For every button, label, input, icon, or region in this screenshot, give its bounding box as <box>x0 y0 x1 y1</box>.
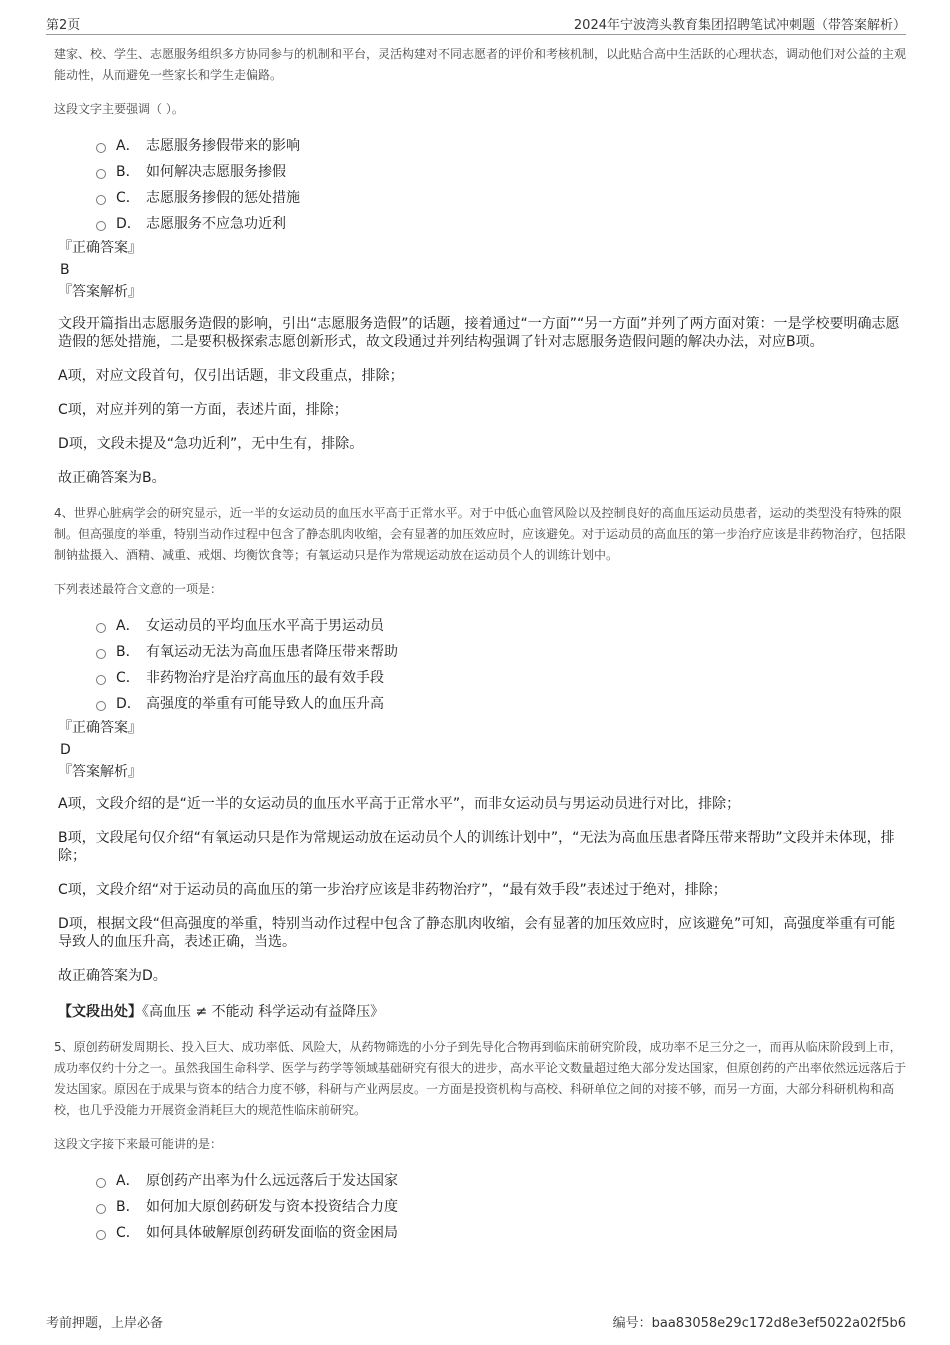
q4-source <box>58 1001 906 1021</box>
q4-analysis-2: B项，文段尾句仅介绍“有氧运动只是作为常规运动放在运动员个人的训练计划中”，“无法为高血压患者降压带来帮助”文段并未体现，排除； <box>58 830 895 864</box>
q5-option-a[interactable]: A． 原创药产出率为什么远远落后于发达国家 <box>96 1168 906 1194</box>
q3-analysis-1: 文段开篇指出志愿服务造假的影响，引出“志愿服务造假”的话题，接着通过“一方面”“另一方面”并列了两方面对策：一是学校要明确志愿造假的惩处措施，二是要积极探索志愿创新形式，故文段通过并列结构强调了针对志愿服务造假问题的解决办法，对应B项。 <box>58 316 900 350</box>
q4-source-label: 【文段出处】 <box>58 1004 142 1020</box>
q3-passage-tail: 建家、校、学生、志愿服务组织多方协同参与的机制和平台，灵活构建对不同志愿者的评价和考核机制，以此贴合高中生活跃的心理状态，调动他们对公益的主观能动性，从而避免一些家长和学生走偏路。 <box>54 47 907 82</box>
q3-prompt: 这段文字主要强调（ ）。 <box>54 102 184 116</box>
q4-analysis-1: A项，文段介绍的是“近一半的女运动员的血压水平高于正常水平”，而非女运动员与男运动员进行对比，排除； <box>58 796 741 812</box>
radio-icon[interactable] <box>96 649 106 659</box>
q4-source-text: 《高血压 ≠ 不能动 科学运动有益降压》 <box>142 1004 385 1020</box>
q4-option-b[interactable]: B． 有氧运动无法为高血压患者降压带来帮助 <box>96 639 906 665</box>
footer-slogan: 考前押题，上岸必备 <box>46 1316 164 1331</box>
q5-option-b[interactable]: B． 如何加大原创药研发与资本投资结合力度 <box>96 1194 906 1220</box>
q3-analysis-2: A项，对应文段首句，仅引出话题，非文段重点，排除； <box>58 368 404 384</box>
q5-passage: 5、原创药研发周期长、投入巨大、成功率低、风险大，从药物筛选的小分子到先导化合物再到临床前研究阶段，成功率不足三分之一，而再从临床阶段到上市，成功率仅约十分之一。虽然我国生命科学、医学与药学等领域基础研究有很大的进步，高水平论文数量超过绝大部分发达国家，但原创药的产出率依然远远落后于发达国家。原因在于成果与资本的结合力度不够，科研与产业两层皮。一方面是投资机构与高校、科研单位之间的对接不够，而另一方面，大部分科研机构和高校，也几乎没能力开展资金消耗巨大的规范性临床前研究。 <box>54 1040 907 1117</box>
document-title: 2024年宁波湾头教育集团招聘笔试冲刺题（带答案解析） <box>573 18 906 33</box>
q4-answer: D <box>60 742 71 758</box>
q3-analysis-5: 故正确答案为B。 <box>58 470 166 486</box>
q3-option-d[interactable]: D． 志愿服务不应急功近利 <box>96 211 906 237</box>
q4-analysis-5: 故正确答案为D。 <box>58 968 167 984</box>
radio-icon[interactable] <box>96 1178 106 1188</box>
q4-options <box>96 613 906 717</box>
radio-icon[interactable] <box>96 675 106 685</box>
radio-icon[interactable] <box>96 169 106 179</box>
q4-option-a[interactable]: A． 女运动员的平均血压水平高于男运动员 <box>96 613 906 639</box>
q4-passage: 4、世界心脏病学会的研究显示，近一半的女运动员的血压水平高于正常水平。对于中低心血管风险以及控制良好的高血压运动员患者，运动的类型没有特殊的限制。但高强度的举重，特别当动作过程中包含了静态肌肉收缩，会有显著的加压效应时，应该避免。对于运动员的高血压的第一步治疗应该是非药物治疗，包括限制钠盐摄入、酒精、减重、戒烟、均衡饮食等；有氧运动只是作为常规运动放在运动员个人的训练计划中。 <box>54 506 907 562</box>
radio-icon[interactable] <box>96 623 106 633</box>
radio-icon[interactable] <box>96 195 106 205</box>
q3-answer: B <box>60 262 70 278</box>
q5-prompt: 这段文字接下来最可能讲的是： <box>54 1137 223 1151</box>
radio-icon[interactable] <box>96 701 106 711</box>
q3-analysis-3: C项，对应并列的第一方面，表述片面，排除； <box>58 402 348 418</box>
q3-option-c[interactable]: C． 志愿服务掺假的惩处措施 <box>96 185 906 211</box>
radio-icon[interactable] <box>96 1230 106 1240</box>
q5-options <box>96 1168 906 1246</box>
page-header <box>46 12 906 35</box>
page-footer <box>46 1312 906 1332</box>
q5-option-c[interactable]: C． 如何具体破解原创药研发面临的资金困局 <box>96 1220 906 1246</box>
radio-icon[interactable] <box>96 1204 106 1214</box>
page-number: 第2页 <box>46 18 81 33</box>
q3-analysis-label: 『答案解析』 <box>58 284 142 300</box>
q4-prompt: 下列表述最符合文意的一项是： <box>54 582 223 596</box>
q4-analysis-label: 『答案解析』 <box>58 764 142 780</box>
page-content <box>54 44 906 1246</box>
q3-analysis-4: D项，文段未提及“急功近利”，无中生有，排除。 <box>58 436 364 452</box>
q4-analysis-4: D项，根据文段“但高强度的举重，特别当动作过程中包含了静态肌肉收缩，会有显著的加压效应时，应该避免”可知，高强度举重有可能导致人的血压升高，表述正确，当选。 <box>58 916 896 950</box>
q3-option-a[interactable]: A． 志愿服务掺假带来的影响 <box>96 133 906 159</box>
q3-answer-label: 『正确答案』 <box>58 240 142 256</box>
q3-options <box>96 133 906 237</box>
q4-analysis-3: C项，文段介绍“对于运动员的高血压的第一步治疗应该是非药物治疗”，“最有效手段”表述过于绝对，排除； <box>58 882 727 898</box>
q4-answer-label: 『正确答案』 <box>58 720 142 736</box>
footer-serial: 编号：baa83058e29c172d8e3ef5022a02f5b6 <box>612 1316 906 1331</box>
radio-icon[interactable] <box>96 143 106 153</box>
q4-option-d[interactable]: D． 高强度的举重有可能导致人的血压升高 <box>96 691 906 717</box>
q4-option-c[interactable]: C． 非药物治疗是治疗高血压的最有效手段 <box>96 665 906 691</box>
radio-icon[interactable] <box>96 221 106 231</box>
q3-option-b[interactable]: B． 如何解决志愿服务掺假 <box>96 159 906 185</box>
